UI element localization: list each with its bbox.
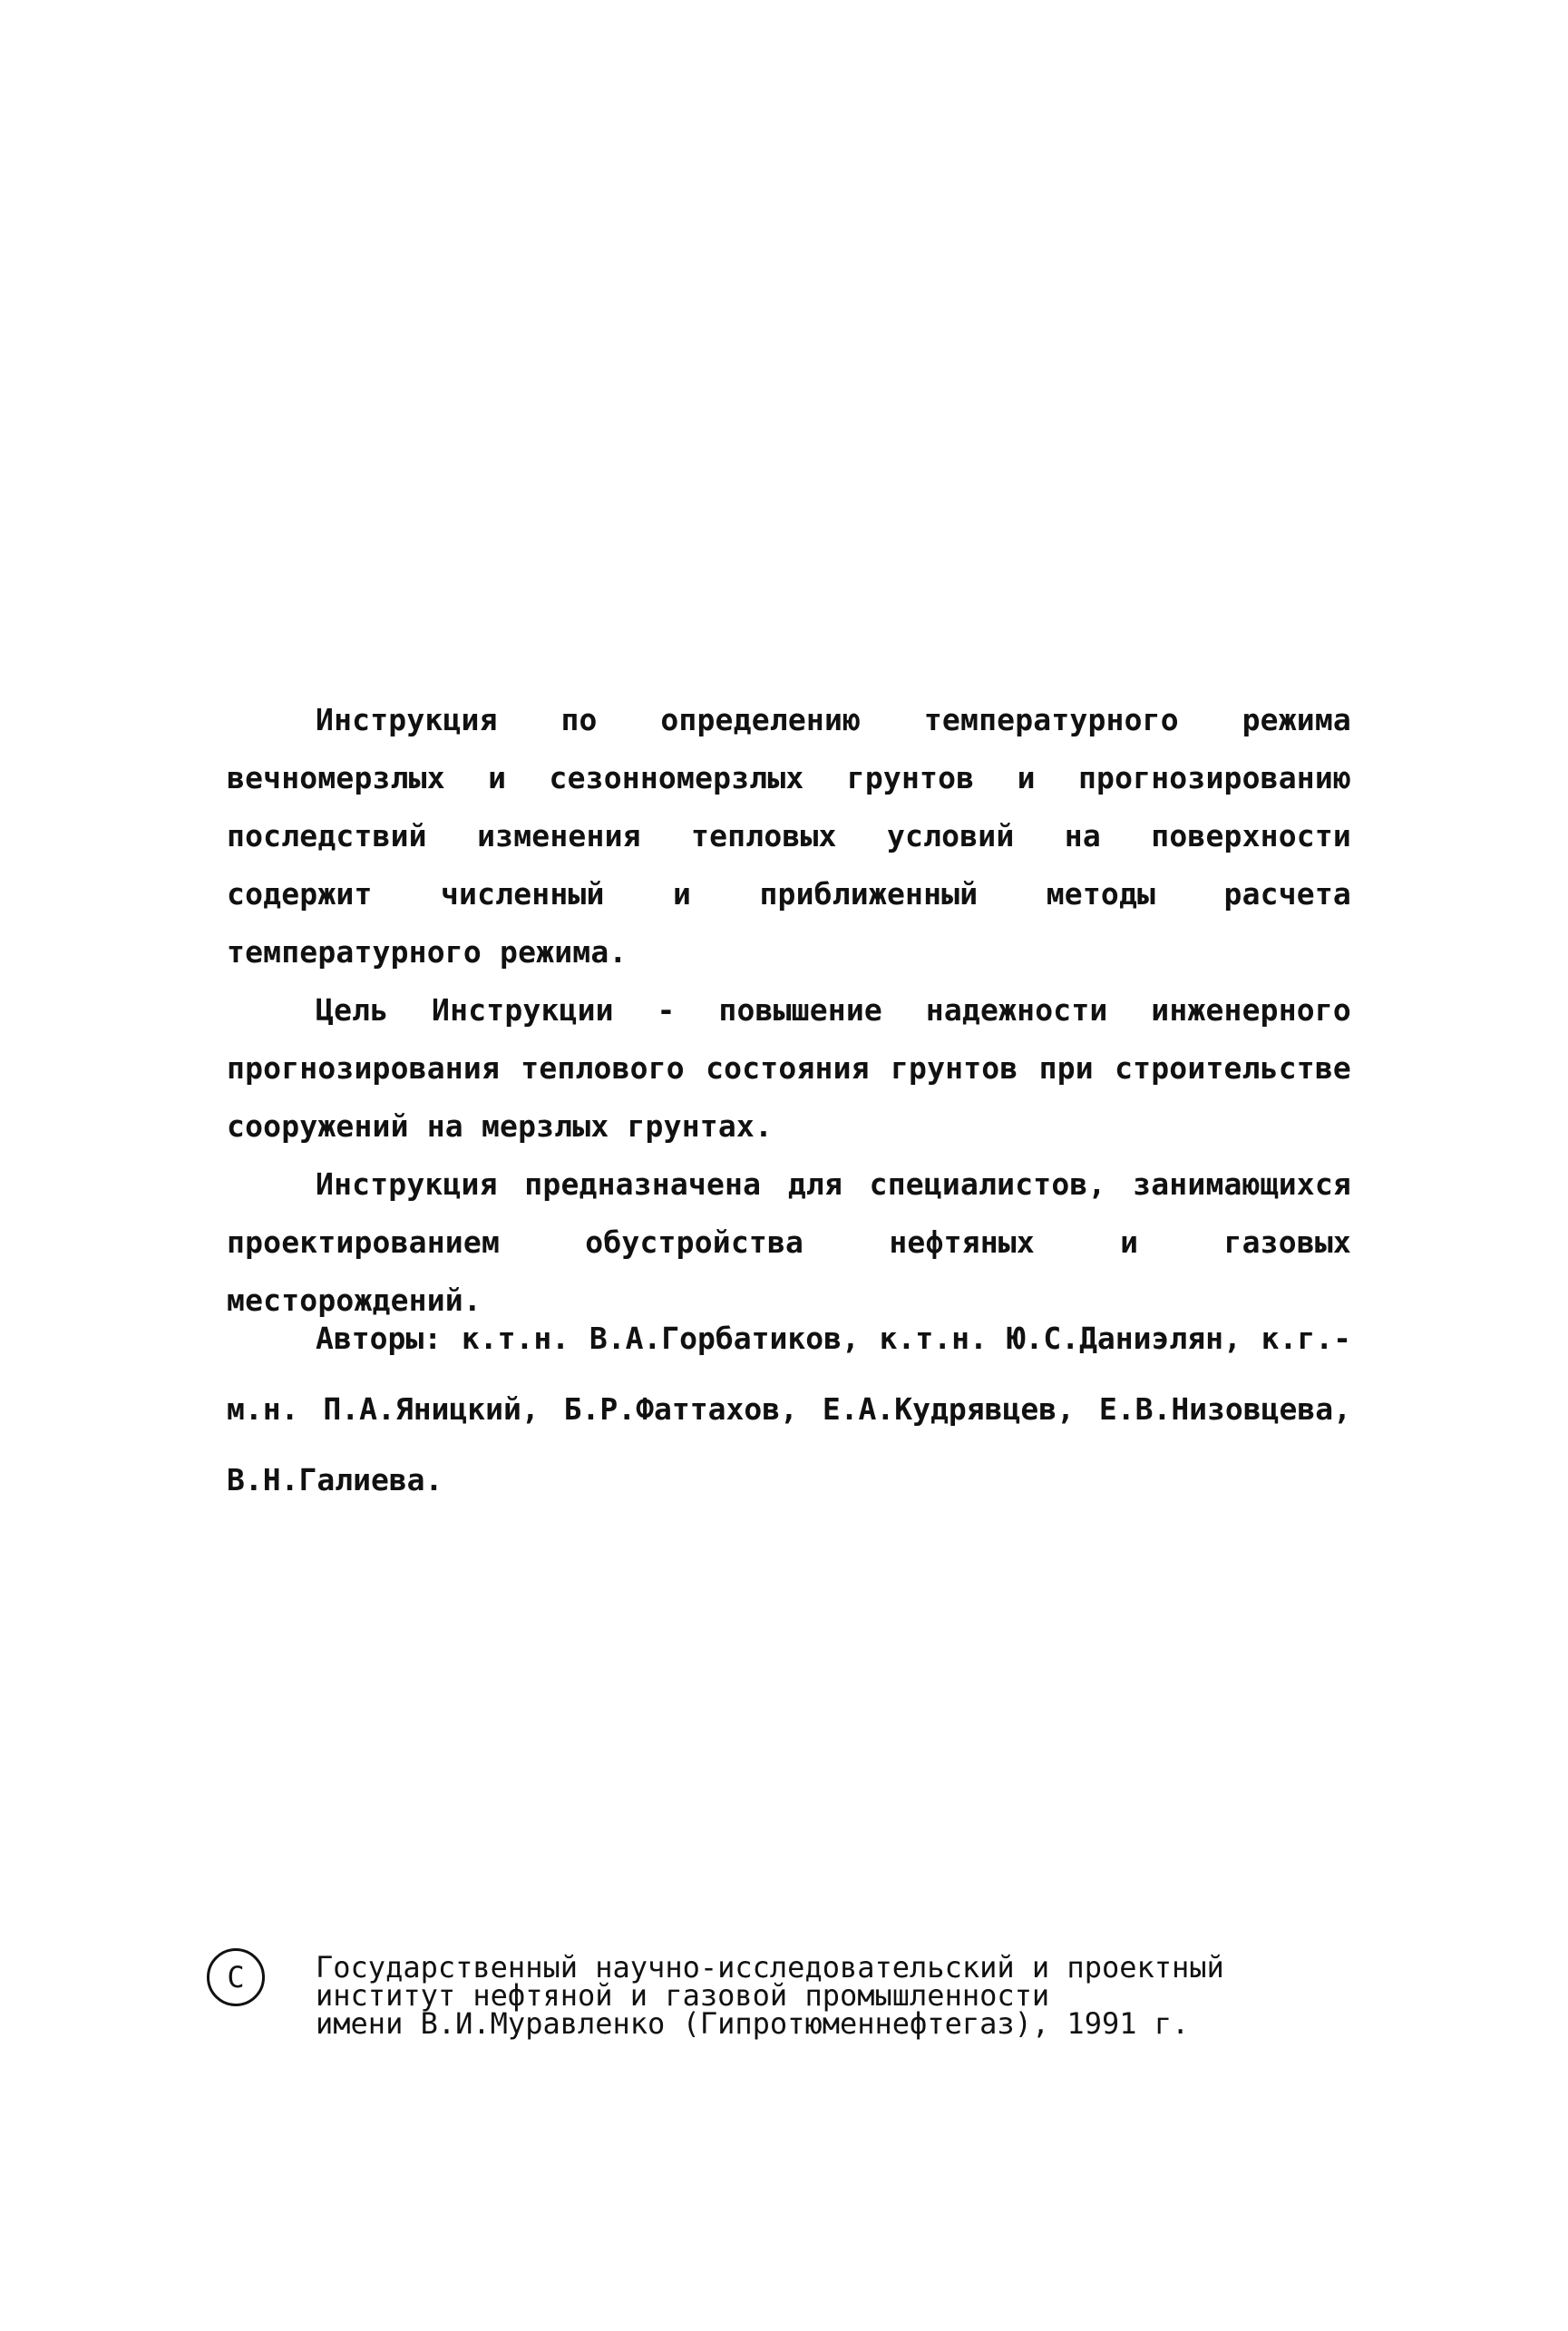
copyright-block [207,1948,1368,2057]
annotation-text [227,691,1351,1330]
paragraph-goal: Цель Инструкции - повышение надежности инженерного прогнозирования теплового состояния грунтов при строительстве сооружений на мерзлых грунтах. [227,992,1351,1144]
copyright-text: Государственный научно-исследовательский и проектный институт нефтяной и газовой промышленности имени В.И.Муравленко (Гипротюменнефтегаз), 1991 г. [316,1950,1224,2041]
copyright-icon: C [207,1948,265,2006]
authors-list: Авторы: к.т.н. В.А.Горбатиков, к.т.н. Ю.С.Даниэлян, к.г.-м.н. П.А.Яницкий, Б.Р.Фаттахов, Е.А.Кудрявцев, Е.В.Низовцева, В.Н.Галиева. [227,1321,1351,1497]
paragraph-audience: Инструкция предназначена для специалистов, занимающихся проектированием обустройства нефтяных и газовых месторождений. [227,1166,1351,1318]
paragraph-purpose: Инструкция по определению температурного режима вечномерзлых и сезонномерзлых грунтов и прогнозированию последствий изменения тепловых условий на поверхности содержит численный и приближенный методы расчета температурного режима. [227,702,1351,970]
